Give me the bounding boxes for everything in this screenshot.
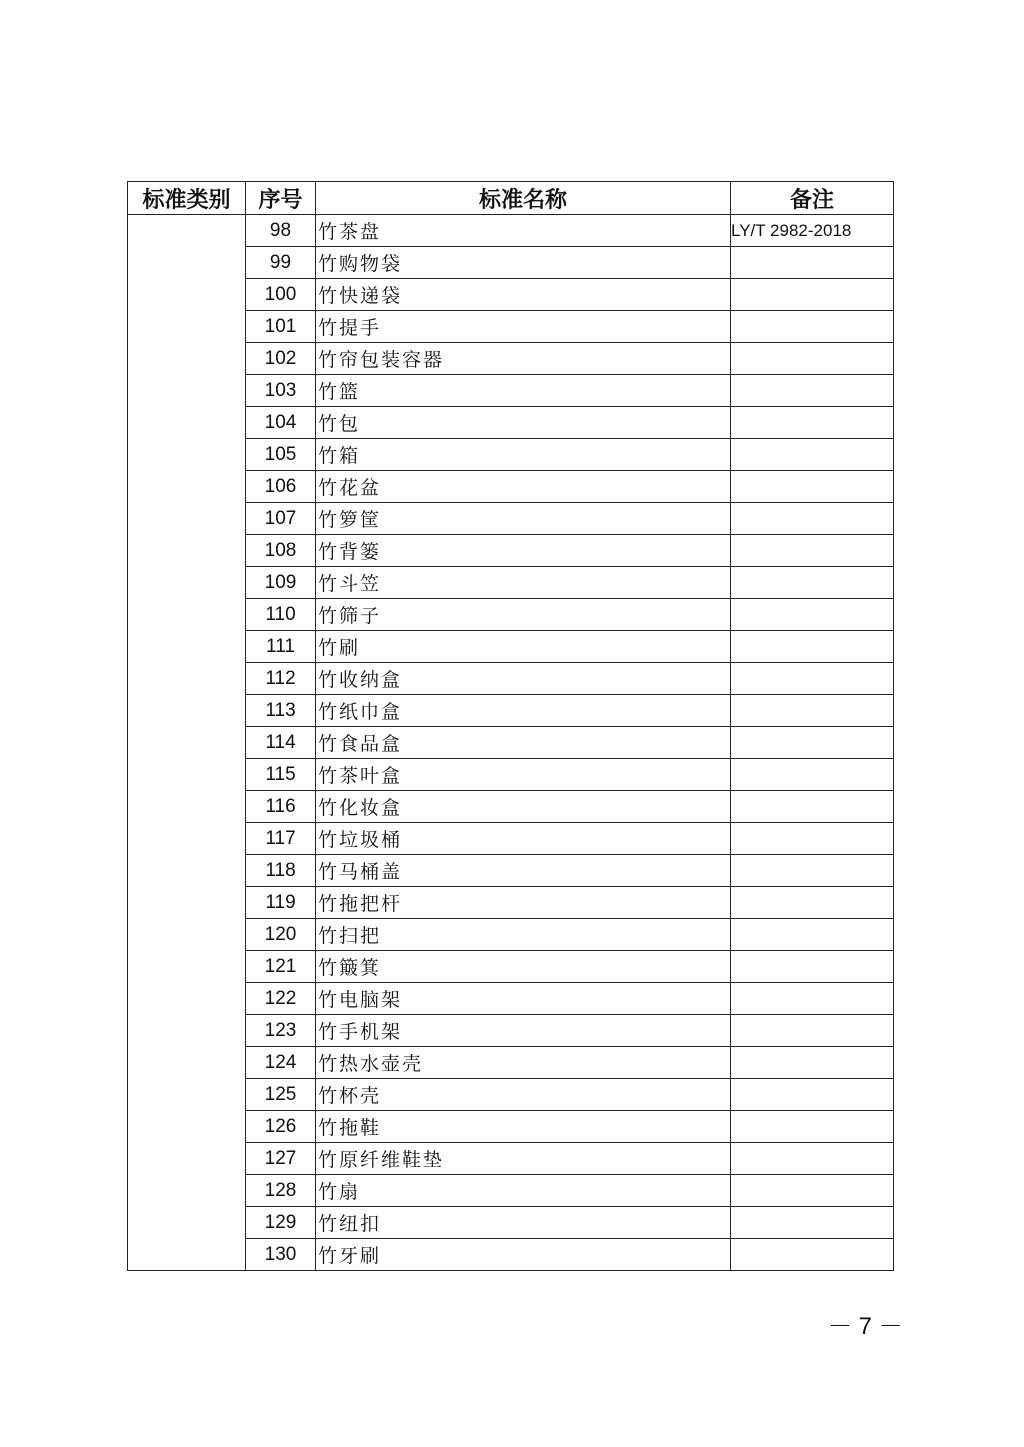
row-note-cell (731, 1111, 894, 1143)
row-number-cell: 99 (246, 247, 316, 279)
row-number-cell: 125 (246, 1079, 316, 1111)
row-number-cell: 124 (246, 1047, 316, 1079)
row-name-cell: 竹购物袋 (316, 247, 731, 279)
row-name-cell: 竹刷 (316, 631, 731, 663)
row-note-cell (731, 1143, 894, 1175)
row-number-cell: 129 (246, 1207, 316, 1239)
row-number-cell: 117 (246, 823, 316, 855)
row-number-cell: 106 (246, 471, 316, 503)
row-note-cell (731, 855, 894, 887)
row-number-cell: 123 (246, 1015, 316, 1047)
row-number-cell: 115 (246, 759, 316, 791)
row-name-cell: 竹包 (316, 407, 731, 439)
row-number-cell: 104 (246, 407, 316, 439)
row-number-cell: 128 (246, 1175, 316, 1207)
row-name-cell: 竹帘包装容器 (316, 343, 731, 375)
row-number-cell: 113 (246, 695, 316, 727)
row-number-cell: 114 (246, 727, 316, 759)
row-name-cell: 竹簸箕 (316, 951, 731, 983)
table-row (128, 215, 894, 247)
row-note-cell (731, 1079, 894, 1111)
header-number: 序号 (246, 182, 316, 215)
row-name-cell: 竹茶盘 (316, 215, 731, 247)
table-body (128, 215, 894, 1271)
row-note-cell (731, 823, 894, 855)
row-number-cell: 100 (246, 279, 316, 311)
category-cell (128, 215, 246, 1271)
row-name-cell: 竹篮 (316, 375, 731, 407)
table-header-row (128, 182, 894, 215)
row-note-cell (731, 663, 894, 695)
row-name-cell: 竹化妆盒 (316, 791, 731, 823)
row-note-cell (731, 311, 894, 343)
row-number-cell: 103 (246, 375, 316, 407)
row-note-cell (731, 1239, 894, 1271)
row-name-cell: 竹手机架 (316, 1015, 731, 1047)
row-name-cell: 竹纽扣 (316, 1207, 731, 1239)
row-name-cell: 竹杯壳 (316, 1079, 731, 1111)
row-number-cell: 127 (246, 1143, 316, 1175)
row-name-cell: 竹提手 (316, 311, 731, 343)
page-number: － 7 － (828, 1313, 903, 1340)
row-note-cell: LY/T 2982-2018 (731, 215, 894, 247)
row-name-cell: 竹快递袋 (316, 279, 731, 311)
row-name-cell: 竹原纤维鞋垫 (316, 1143, 731, 1175)
row-number-cell: 122 (246, 983, 316, 1015)
row-number-cell: 98 (246, 215, 316, 247)
row-note-cell (731, 1047, 894, 1079)
row-name-cell: 竹垃圾桶 (316, 823, 731, 855)
row-name-cell: 竹筛子 (316, 599, 731, 631)
row-name-cell: 竹食品盒 (316, 727, 731, 759)
row-number-cell: 107 (246, 503, 316, 535)
row-number-cell: 119 (246, 887, 316, 919)
row-name-cell: 竹箱 (316, 439, 731, 471)
row-name-cell: 竹茶叶盒 (316, 759, 731, 791)
row-note-cell (731, 727, 894, 759)
row-note-cell (731, 791, 894, 823)
row-number-cell: 112 (246, 663, 316, 695)
row-note-cell (731, 567, 894, 599)
row-note-cell (731, 919, 894, 951)
row-name-cell: 竹背篓 (316, 535, 731, 567)
row-number-cell: 130 (246, 1239, 316, 1271)
row-name-cell: 竹扫把 (316, 919, 731, 951)
row-name-cell: 竹收纳盒 (316, 663, 731, 695)
row-note-cell (731, 471, 894, 503)
row-note-cell (731, 887, 894, 919)
row-name-cell: 竹斗笠 (316, 567, 731, 599)
row-note-cell (731, 503, 894, 535)
row-number-cell: 105 (246, 439, 316, 471)
row-number-cell: 120 (246, 919, 316, 951)
row-note-cell (731, 375, 894, 407)
row-number-cell: 121 (246, 951, 316, 983)
row-number-cell: 102 (246, 343, 316, 375)
row-note-cell (731, 951, 894, 983)
row-note-cell (731, 279, 894, 311)
row-name-cell: 竹拖把杆 (316, 887, 731, 919)
row-note-cell (731, 1015, 894, 1047)
row-note-cell (731, 439, 894, 471)
row-note-cell (731, 1207, 894, 1239)
standards-table (127, 181, 894, 1271)
row-note-cell (731, 631, 894, 663)
row-note-cell (731, 599, 894, 631)
row-number-cell: 126 (246, 1111, 316, 1143)
row-name-cell: 竹花盆 (316, 471, 731, 503)
row-number-cell: 108 (246, 535, 316, 567)
row-note-cell (731, 535, 894, 567)
row-note-cell (731, 759, 894, 791)
row-number-cell: 110 (246, 599, 316, 631)
header-category: 标准类别 (128, 182, 246, 215)
row-note-cell (731, 343, 894, 375)
row-note-cell (731, 1175, 894, 1207)
row-number-cell: 101 (246, 311, 316, 343)
row-number-cell: 109 (246, 567, 316, 599)
row-name-cell: 竹牙刷 (316, 1239, 731, 1271)
row-name-cell: 竹电脑架 (316, 983, 731, 1015)
row-name-cell: 竹箩筐 (316, 503, 731, 535)
row-note-cell (731, 407, 894, 439)
row-name-cell: 竹热水壶壳 (316, 1047, 731, 1079)
row-note-cell (731, 983, 894, 1015)
row-number-cell: 116 (246, 791, 316, 823)
row-name-cell: 竹扇 (316, 1175, 731, 1207)
row-name-cell: 竹拖鞋 (316, 1111, 731, 1143)
row-note-cell (731, 247, 894, 279)
row-number-cell: 118 (246, 855, 316, 887)
header-name: 标准名称 (316, 182, 731, 215)
header-note: 备注 (731, 182, 894, 215)
row-note-cell (731, 695, 894, 727)
row-name-cell: 竹马桶盖 (316, 855, 731, 887)
row-number-cell: 111 (246, 631, 316, 663)
row-name-cell: 竹纸巾盒 (316, 695, 731, 727)
